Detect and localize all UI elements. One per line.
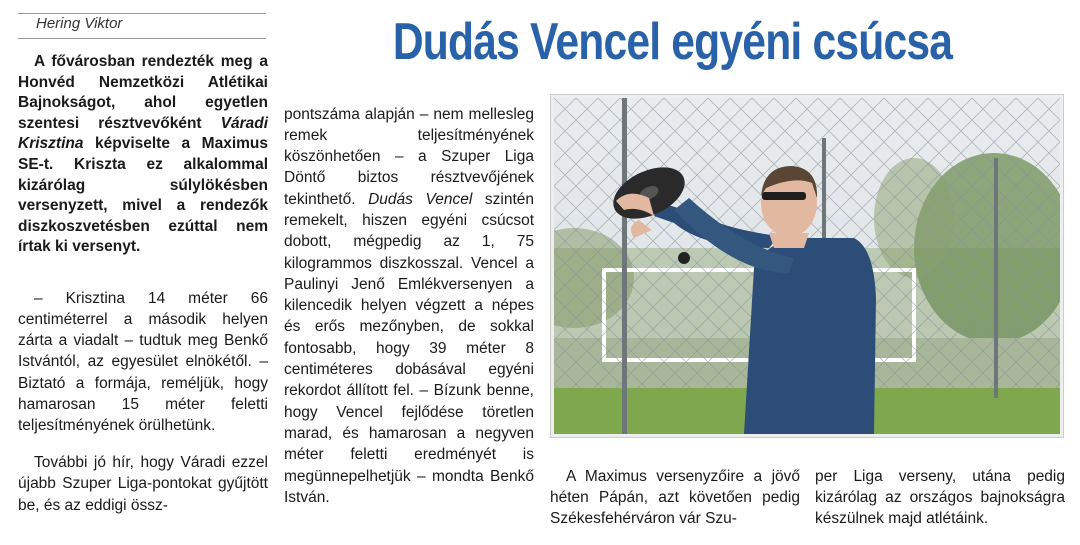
byline-rule — [18, 38, 266, 39]
column-1-paragraph: További jó hír, hogy Váradi ezzel újabb Szuper Liga-pontokat gyűjtött be, és az eddigi össz- — [18, 454, 268, 514]
lead-text-start: A fővárosban rendezték meg a Honvéd Nemzetközi Atlétikai Bajnokságot, ahol egyetlen szentesi résztvevőként — [18, 53, 268, 132]
lead-athlete-name: Váradi Krisztina — [18, 114, 268, 153]
lead-paragraph — [18, 52, 268, 258]
column-1-body — [18, 272, 268, 531]
column-2-body — [284, 88, 534, 524]
column-3-paragraph: A Maximus versenyzőire a jövő héten Pápán, azt követően pedig Székesfehérváron vár Szu- — [550, 467, 800, 528]
column-2-text-end: szintén remekelt, hiszen egyéni csúcsot dobott, mégpedig az 1, 75 kilogrammos diszkosszal. Vencel a Paulinyi Jenő Emlékversenyen a kilencedik helyen végzett a népes és erős mezőnyben, de sokkal fontosabb, hogy 39 méter 8 centiméteres dobásával egyéni rekordot állított fel. – Bízunk benne, hogy Vencel fejlődése töretlen marad, és hamarosan a negyven méter feletti eredményét is megünnepelhetjük – mondta Benkő István. — [284, 190, 535, 506]
article-headline: Dudás Vencel egyéni csúcsa — [392, 13, 953, 71]
lead-text-end: képviselte a Maximus SE-t. Kriszta ez alkalommal kizárólag súlylökésben versenyzett, mivel a rendezők diszkoszvetésben ezúttal nem írtak ki versenyt. — [18, 135, 268, 256]
top-rule — [18, 13, 266, 14]
discus-thrower-photo — [554, 98, 1060, 434]
column-1-paragraph: – Krisztina 14 méter 66 centiméterrel a második helyen zárta a viadalt – tudtuk meg Benkő Istvántól, az egyesület elnökétől. – Biztató a formája, reméljük, hogy hamarosan 15 méter feletti teljesítményének örülhetünk. — [18, 289, 268, 435]
column-4-paragraph: per Liga verseny, utána pedig kizárólag az országos bajnokságra készülnek majd atlétáink. — [815, 467, 1065, 528]
author-byline: Hering Viktor — [36, 15, 123, 32]
column-2-athlete-name: Dudás Vencel — [368, 190, 473, 208]
column-2-text-start: pontszáma alapján – nem mellesleg remek teljesítményének köszönhetően – a Szuper Liga Döntő biztos résztvevőjének tekinthető. — [284, 105, 534, 208]
column-4-body — [815, 450, 1065, 545]
article-photo — [550, 94, 1064, 438]
column-3-body — [550, 450, 800, 545]
